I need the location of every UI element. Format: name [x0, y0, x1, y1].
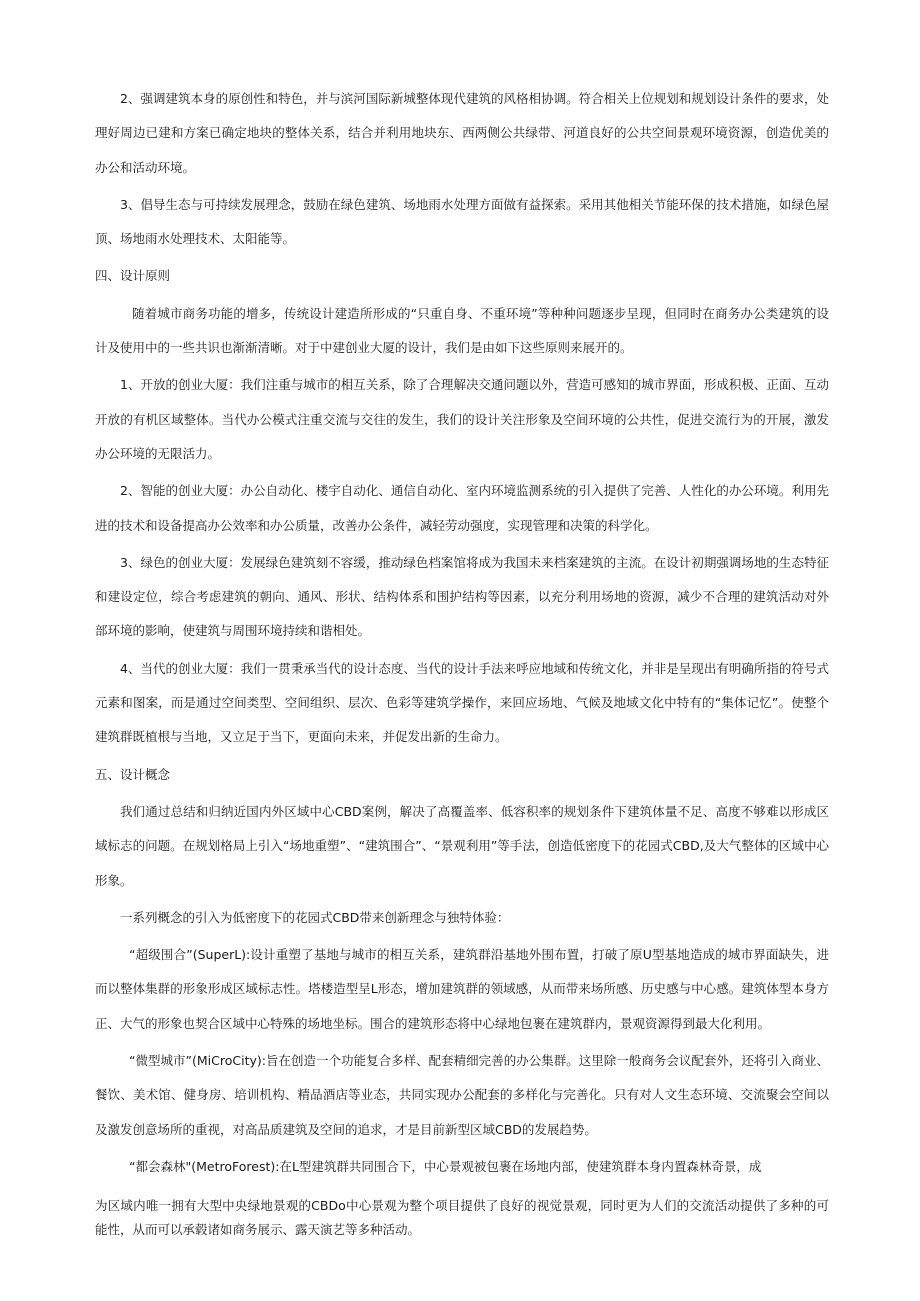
- paragraph-micro-city: “微型城市”(MiCroCity):旨在创造一个功能复合多样、配套精细完善的办公集群。这里除一般商务会议配套外，还将引入商业、餐饮、美术馆、健身房、培训机构、精品酒店等业态，共同实现办公配套的多样化与完善化。只有对人文生态环境、交流聚会空间以及激发创意场所的重视，对高品质建筑及空间的追求，才是目前新型区域CBD的发展趋势。: [95, 1053, 829, 1137]
- paragraph-principle-3: 3、倡导生态与可持续发展理念，鼓励在绿色建筑、场地雨水处理方面做有益探索。采用其他相关节能环保的技术措施，如绿色屋顶、场地雨水处理技术、太阳能等。: [95, 196, 829, 247]
- paragraph-metro-forest-continued: 为区域内唯一拥有大型中央绿地景观的CBDo中心景观为整个项目提供了良好的视觉景观，同时更为人们的交流活动提供了多种的可能性，从而可以承毂诸如商务展示、露天演艺等多种活动。: [95, 1198, 829, 1238]
- paragraph-open-building: 1、开放的创业大厦：我们注重与城市的相互关系，除了合理解决交通问题以外，营造可感知的城市界面，形成积极、正面、互动开放的有机区域整体。当代办公模式注重交流与交往的发生，我们的设计关注形象及空间环境的公共性，促进交流行为的开展，激发办公环境的无限活力。: [95, 377, 829, 461]
- paragraph-concepts-lead: 一系列概念的引入为低密度下的花园式CBD带来创新理念与独特体验：: [120, 909, 510, 925]
- paragraph-super-l: “超级围合”(SuperL):设计重塑了基地与城市的相互关系，建筑群沿基地外围布置，打破了原U型基地造成的城市界面缺失，进而以整体集群的形象形成区域标志性。塔楼造型呈L形态，增加建筑群的领域感，从而带来场所感、历史感与中心感。建筑体型本身方正、大气的形象也契合区域中心特殊的场地坐标。围合的建筑形态将中心绿地包裹在建筑群内，景观资源得到最大化利用。: [95, 947, 829, 1031]
- document-page: [95, 82, 829, 1242]
- paragraph-smart-building: 2、智能的创业大厦：办公自动化、楼宇自动化、通信自动化、室内环境监测系统的引入提供了完善、人性化的办公环境。利用先进的技术和设备提高办公效率和办公质量，改善办公条件，减轻劳动强度，实现管理和决策的科学化。: [95, 483, 829, 533]
- paragraph-concept-intro: 我们通过总结和归纳近国内外区域中心CBD案例，解决了高覆盖率、低容积率的规划条件下建筑体量不足、高度不够难以形成区域标志的问题。在规划格局上引入“场地重塑”、“建筑围合”、“景观利用”等手法，创造低密度下的花园式CBD,及大气整体的区域中心形象。: [95, 803, 829, 888]
- paragraph-metro-forest: “都会森林"(MetroForest):在L型建筑群共同围合下，中心景观被包裹在场地内部，使建筑群本身内置森林奇景，成: [129, 1158, 762, 1174]
- paragraph-principle-2: 2、强调建筑本身的原创性和特色，并与滨河国际新城整体现代建筑的风格相协调。符合相关上位规划和规划设计条件的要求，处理好周边已建和方案已确定地块的整体关系，结合并利用地块东、西两侧公共绿带、河道良好的公共空间景观环境资源，创造优美的办公和活动环境。: [95, 91, 829, 175]
- section-heading-design-concept: 五、设计概念: [95, 766, 171, 782]
- paragraph-green-building: 3、绿色的创业大厦：发展绿色建筑刻不容缓，推动绿色档案馆将成为我国未来档案建筑的主流。在设计初期强调场地的生态特征和建设定位，综合考虑建筑的朝向、通风、形状、结构体系和围护结构等因素，以充分利用场地的资源，减少不合理的建筑活动对外部环境的影响，使建筑与周围环境持续和谐相处。: [95, 554, 829, 639]
- section-heading-design-principles: 四、设计原则: [95, 268, 171, 284]
- paragraph-contemporary-building: 4、当代的创业大厦：我们一贯秉承当代的设计态度、当代的设计手法来呼应地域和传统文化，并非是呈现出有明确所指的符号式元素和图案，而是通过空间类型、空间组织、层次、色彩等建筑学操作，来回应场地、气候及地域文化中特有的“集体记忆”。使整个建筑群既植根与当地，又立足于当下，更面向未来，并促发出新的生命力。: [95, 660, 829, 745]
- paragraph-principles-intro: 随着城市商务功能的增多，传统设计建造所形成的“只重自身、不重环境”等种种问题逐步呈现，但同时在商务办公类建筑的设计及使用中的一些共识也渐渐清晰。对于中建创业大厦的设计，我们是由如下这些原则来展开的。: [95, 305, 829, 356]
